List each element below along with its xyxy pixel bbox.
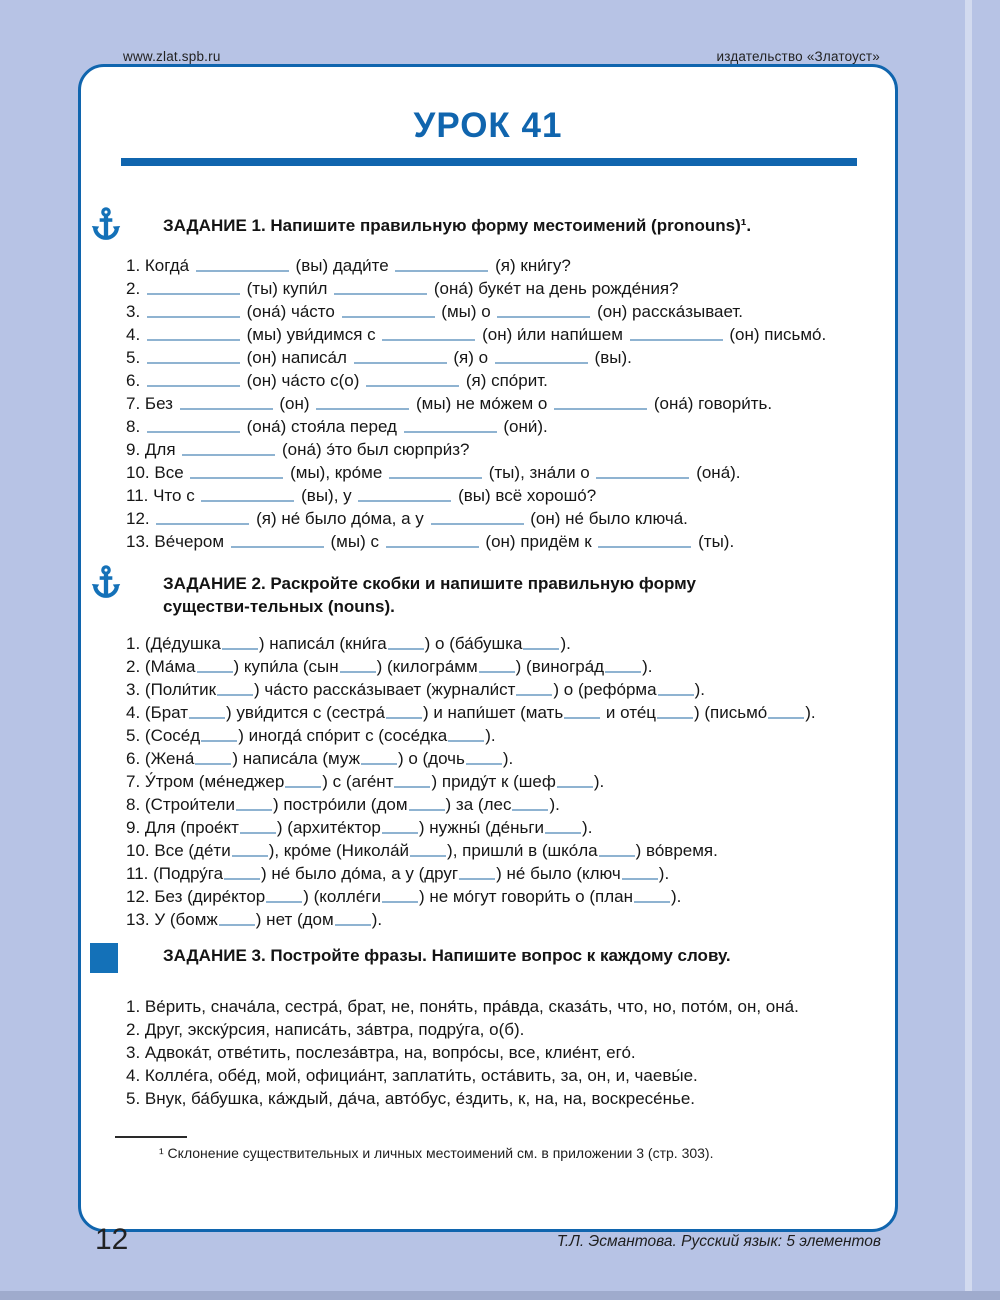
fill-in-blank	[605, 671, 641, 673]
fill-in-blank	[516, 694, 552, 696]
fill-in-blank	[598, 546, 691, 548]
fill-in-blank	[358, 500, 451, 502]
book-credit: Т.Л. Эсмантова. Русский язык: 5 элементов	[556, 1233, 881, 1250]
exercise-item: 7. Без (он) (мы) не мо́жем о (она́) говори́ть.	[126, 394, 773, 413]
footnote: ¹ Склонение существительных и личных местоимений см. в приложении 3 (стр. 303).	[159, 1145, 714, 1161]
exercise-item: 2. (ты) купи́л (она́) буке́т на день рожде́ния?	[126, 279, 679, 298]
exercise-item: 1. Когда́ (вы) дади́те (я) кни́гу?	[126, 256, 571, 275]
fill-in-blank	[564, 717, 600, 719]
task-2	[81, 572, 895, 931]
exercise-item: 3. Адвока́т, отве́тить, послеза́втра, на, вопро́сы, все, клие́нт, его́.	[126, 1043, 636, 1062]
fill-in-blank	[431, 523, 524, 525]
title-divider	[121, 158, 857, 166]
fill-in-blank	[147, 431, 240, 433]
task-title: ЗАДАНИЕ 3. Постройте фразы. Напишите вопрос к каждому слову.	[163, 946, 731, 965]
fill-in-blank	[182, 454, 275, 456]
fill-in-blank	[554, 408, 647, 410]
fill-in-blank	[222, 648, 258, 650]
fill-in-blank	[366, 385, 459, 387]
exercise-item: 13. У (бомж ) нет (дом ).	[126, 910, 383, 929]
worksheet-page	[78, 64, 898, 1256]
fill-in-blank	[386, 546, 479, 548]
fill-in-blank	[512, 809, 548, 811]
exercise-item: 1. Ве́рить, снача́ла, сестра́, брат, не, поня́ть, пра́вда, сказа́ть, что, но, пото́м, он, она́.	[126, 997, 799, 1016]
fill-in-blank	[599, 855, 635, 857]
fill-in-blank	[231, 546, 324, 548]
scan-artifact-bottom-edge	[0, 1291, 1000, 1300]
running-header	[123, 49, 880, 64]
fill-in-blank	[497, 316, 590, 318]
exercise-item: 10. Все (де́ти ), кро́ме (Никола́й ), пришли́ в (шко́ла ) во́время.	[126, 841, 718, 860]
fill-in-blank	[404, 431, 497, 433]
fill-in-blank	[382, 901, 418, 903]
task-items	[126, 995, 871, 1110]
fill-in-blank	[285, 786, 321, 788]
fill-in-blank	[768, 717, 804, 719]
fill-in-blank	[201, 740, 237, 742]
fill-in-blank	[466, 763, 502, 765]
task-title: ЗАДАНИЕ 2. Раскройте скобки и напишите правильную форму существи-тельных (nouns).	[163, 574, 696, 616]
fill-in-blank	[382, 832, 418, 834]
fill-in-blank	[217, 694, 253, 696]
fill-in-blank	[190, 477, 283, 479]
fill-in-blank	[180, 408, 273, 410]
fill-in-blank	[361, 763, 397, 765]
anchor-icon	[90, 207, 122, 245]
fill-in-blank	[236, 809, 272, 811]
fill-in-blank	[394, 786, 430, 788]
task-3	[81, 944, 895, 1110]
fill-in-blank	[147, 362, 240, 364]
exercise-item: 11. Что с (вы), у (вы) всё хорошо́?	[126, 486, 597, 505]
task-1	[81, 214, 895, 553]
fill-in-blank	[224, 878, 260, 880]
fill-in-blank	[523, 648, 559, 650]
fill-in-blank	[409, 809, 445, 811]
scan-artifact-streak	[965, 0, 972, 1300]
fill-in-blank	[196, 270, 289, 272]
exercise-item: 7. У́тром (ме́неджер ) с (аге́нт ) приду́т к (шеф ).	[126, 772, 605, 791]
fill-in-blank	[201, 500, 294, 502]
exercise-item: 10. Все (мы), кро́ме (ты), зна́ли о (она́).	[126, 463, 741, 482]
exercise-item: 9. Для (прое́кт ) (архите́ктор ) нужны́ (де́ньги ).	[126, 818, 593, 837]
exercise-item: 5. (он) написа́л (я) о (вы).	[126, 348, 632, 367]
exercise-item: 11. (Подру́га ) не́ было до́ма, а у (друг ) не́ было (ключ ).	[126, 864, 670, 883]
fill-in-blank	[479, 671, 515, 673]
fill-in-blank	[219, 924, 255, 926]
page-number: 12	[95, 1223, 129, 1256]
fill-in-blank	[335, 924, 371, 926]
fill-in-blank	[147, 339, 240, 341]
fill-in-blank	[448, 740, 484, 742]
fill-in-blank	[316, 408, 409, 410]
fill-in-blank	[388, 648, 424, 650]
fill-in-blank	[232, 855, 268, 857]
exercise-item: 6. (Жена́ ) написа́ла (муж ) о (дочь ).	[126, 749, 514, 768]
fill-in-blank	[240, 832, 276, 834]
exercise-item: 12. Без (дире́ктор ) (колле́ги ) не мо́гут говори́ть о (план ).	[126, 887, 682, 906]
exercise-item: 6. (он) ча́сто с(о) (я) спо́рит.	[126, 371, 548, 390]
exercise-item: 4. Колле́га, обе́д, мой, официа́нт, заплати́ть, оста́вить, за, он, и, чаевы́е.	[126, 1066, 698, 1085]
exercise-item: 12. (я) не́ было до́ма, а у (он) не́ было ключа́.	[126, 509, 688, 528]
exercise-item: 2. Друг, экску́рсия, написа́ть, за́втра, подру́га, о(б).	[126, 1020, 525, 1039]
exercise-item: 5. Внук, ба́бушка, ка́ждый, да́ча, авто́бус, е́здить, к, на, на, воскресе́нье.	[126, 1089, 696, 1108]
exercise-item: 4. (Брат ) уви́дится с (сестра́ ) и напи́шет (мать и оте́ц ) (письмо́ ).	[126, 703, 816, 722]
task-items	[126, 632, 871, 931]
fill-in-blank	[657, 717, 693, 719]
fill-in-blank	[382, 339, 475, 341]
fill-in-blank	[147, 316, 240, 318]
exercise-item: 3. (Поли́тик ) ча́сто расска́зывает (журнали́ст ) о (рефо́рма ).	[126, 680, 705, 699]
fill-in-blank	[386, 717, 422, 719]
exercise-item: 9. Для (она́) э́то был сюрпри́з?	[126, 440, 470, 459]
exercise-item: 2. (Ма́ма ) купи́ла (сын ) (килогра́мм ) (виногра́д ).	[126, 657, 653, 676]
fill-in-blank	[334, 293, 427, 295]
exercise-item: 8. (она́) стоя́ла перед (они́).	[126, 417, 548, 436]
exercise-item: 5. (Сосе́д ) иногда́ спо́рит с (сосе́дка ).	[126, 726, 496, 745]
fill-in-blank	[147, 293, 240, 295]
fill-in-blank	[658, 694, 694, 696]
fill-in-blank	[197, 671, 233, 673]
fill-in-blank	[266, 901, 302, 903]
anchor-icon	[90, 565, 122, 603]
exercise-item: 13. Ве́чером (мы) с (он) придём к (ты).	[126, 532, 735, 551]
footnote-divider	[115, 1136, 187, 1138]
fill-in-blank	[545, 832, 581, 834]
fill-in-blank	[189, 717, 225, 719]
task-items	[126, 254, 871, 553]
fill-in-blank	[557, 786, 593, 788]
fill-in-blank	[340, 671, 376, 673]
fill-in-blank	[195, 763, 231, 765]
exercise-item: 3. (она́) ча́сто (мы) о (он) расска́зывает.	[126, 302, 744, 321]
fill-in-blank	[622, 878, 658, 880]
exercise-item: 8. (Строи́тели ) постро́или (дом ) за (лес ).	[126, 795, 560, 814]
lesson-title: УРОК 41	[413, 106, 563, 145]
exercise-item: 4. (мы) уви́димся с (он) и́ли напи́шем (он) письмо́.	[126, 325, 827, 344]
fill-in-blank	[630, 339, 723, 341]
publisher-site-url: www.zlat.spb.ru	[123, 49, 221, 64]
fill-in-blank	[354, 362, 447, 364]
fill-in-blank	[634, 901, 670, 903]
fill-in-blank	[342, 316, 435, 318]
fill-in-blank	[459, 878, 495, 880]
task-title: ЗАДАНИЕ 1. Напишите правильную форму местоимений (pronouns)¹.	[163, 216, 752, 235]
publisher-name: издательство «Златоуст»	[716, 49, 880, 64]
fill-in-blank	[156, 523, 249, 525]
exercise-item: 1. (Де́душка ) написа́л (кни́га ) о (ба́бушка ).	[126, 634, 571, 653]
fill-in-blank	[596, 477, 689, 479]
square-bullet-icon	[90, 943, 118, 973]
fill-in-blank	[147, 385, 240, 387]
fill-in-blank	[395, 270, 488, 272]
fill-in-blank	[389, 477, 482, 479]
fill-in-blank	[495, 362, 588, 364]
fill-in-blank	[410, 855, 446, 857]
